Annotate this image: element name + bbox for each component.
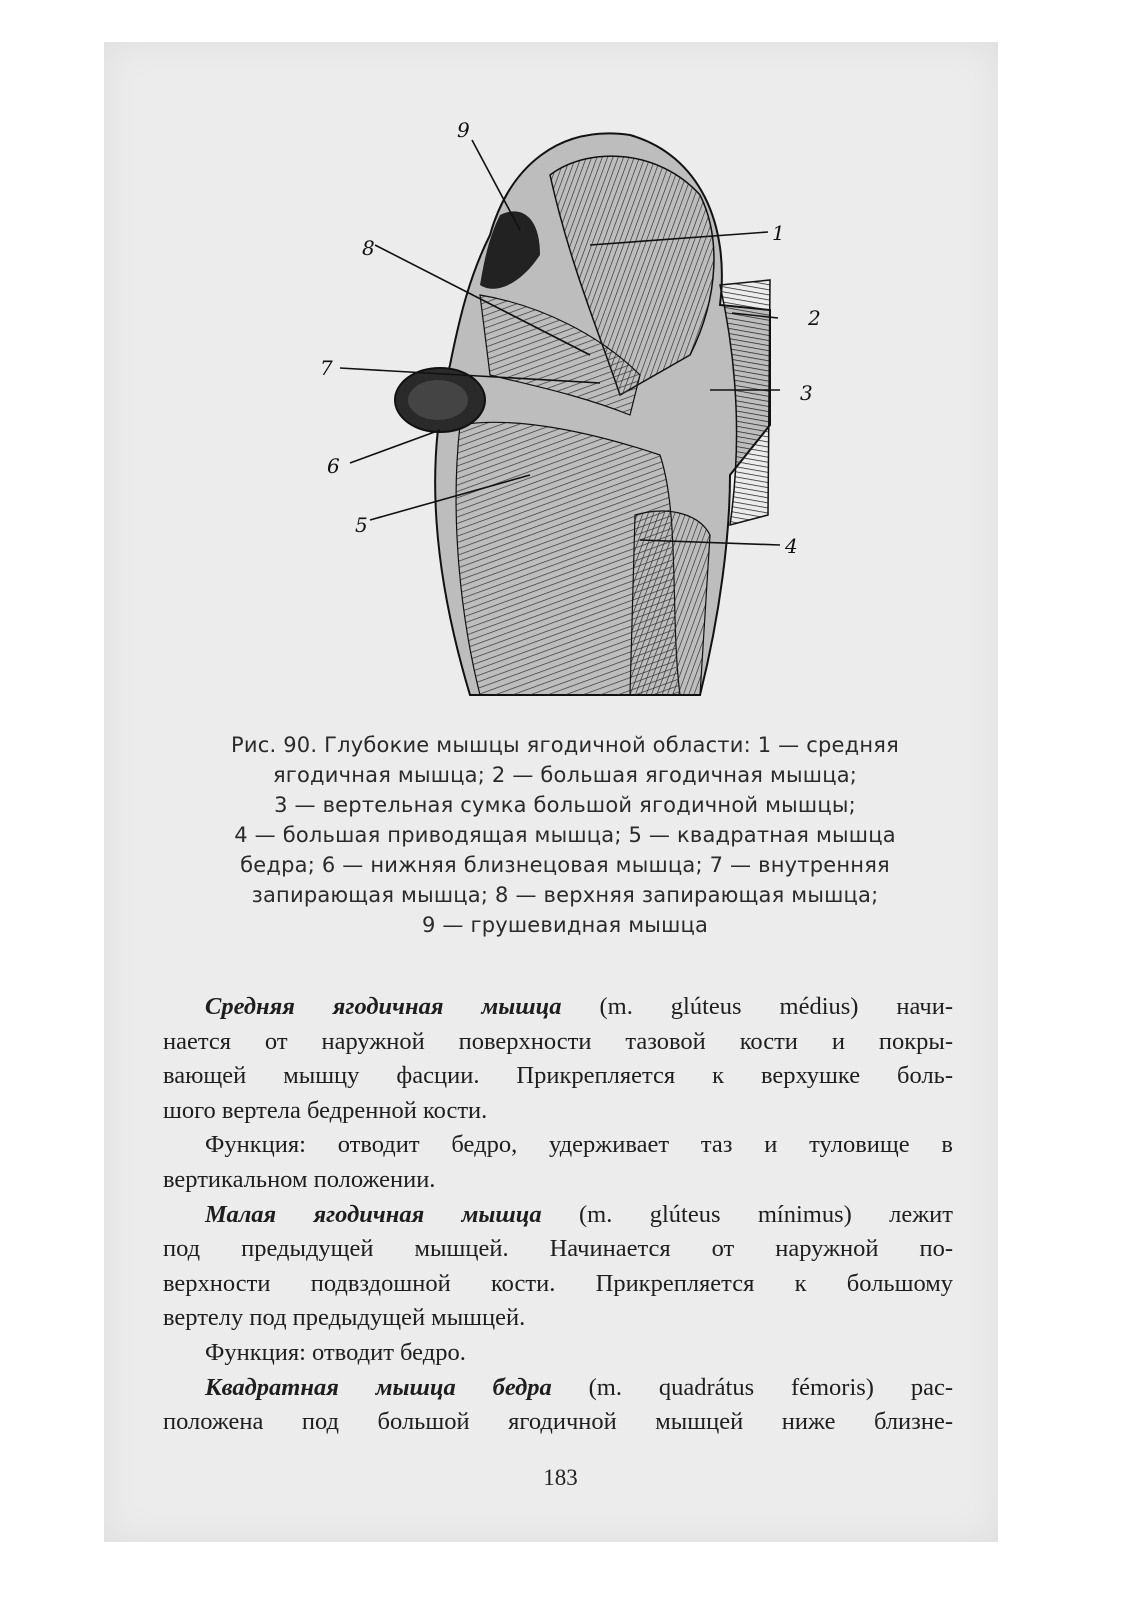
caption-line: Рис. 90. Глубокие мышцы ягодичной области: 1 — средняя bbox=[231, 733, 899, 757]
body-text bbox=[163, 990, 953, 1440]
paragraph-line bbox=[163, 990, 953, 1025]
caption-line: ягодичная мышца; 2 — большая ягодичная мышца; bbox=[272, 763, 858, 787]
paragraph-line: Функция: отводит бедро. bbox=[205, 1338, 466, 1366]
figure-label-2: 2 bbox=[808, 306, 821, 330]
paragraph-line: нается от наружной поверхности тазовой кости и покры- bbox=[163, 1027, 953, 1055]
figure-label-8: 8 bbox=[362, 236, 375, 260]
figure-label-9: 9 bbox=[457, 118, 470, 142]
caption-line: бедра; 6 — нижняя близнецовая мышца; 7 — внутренняя bbox=[240, 853, 890, 877]
caption-line: 4 — большая приводящая мышца; 5 — квадратная мышца bbox=[234, 823, 896, 847]
paragraph-line: Функция: отводит бедро, удерживает таз и туловище в bbox=[205, 1131, 953, 1159]
paragraph-line: вающей мышцу фасции. Прикрепляется к верхушке боль- bbox=[163, 1062, 953, 1090]
figure-label-1: 1 bbox=[772, 221, 785, 245]
term-quadratus-femoris: Квадратная мышца бедра bbox=[205, 1373, 552, 1401]
page-number: 183 bbox=[543, 1465, 578, 1490]
paragraph-line: положена под большой ягодичной мышцей ниже близне- bbox=[163, 1408, 953, 1436]
paragraph-text: (m. glúteus médius) начи- bbox=[561, 993, 953, 1020]
anatomy-illustration bbox=[300, 95, 860, 715]
paragraph-text: (m. quadrátus fémoris) рас- bbox=[551, 1373, 953, 1401]
term-gluteus-medius: Средняя ягодичная мышца bbox=[205, 993, 562, 1020]
term-gluteus-minimus: Малая ягодичная мышца bbox=[205, 1200, 542, 1228]
paragraph-line: вертикальном положении. bbox=[163, 1165, 436, 1193]
figure-label-6: 6 bbox=[327, 454, 340, 478]
caption-line: 9 — грушевидная мышца bbox=[421, 913, 709, 937]
paragraph-line bbox=[163, 1371, 953, 1406]
figure-label-3: 3 bbox=[800, 381, 813, 405]
paragraph-line: верхности подвздошной кости. Прикрепляется к большому bbox=[163, 1269, 953, 1297]
paragraph-line: под предыдущей мышцей. Начинается от наружной по- bbox=[163, 1235, 953, 1263]
caption-line: 3 — вертельная сумка большой ягодичной мышцы; bbox=[274, 793, 856, 817]
figure-caption bbox=[180, 730, 950, 940]
caption-line: запирающая мышца; 8 — верхняя запирающая мышца; bbox=[251, 883, 879, 907]
paragraph-line bbox=[163, 1198, 953, 1233]
figure-label-7: 7 bbox=[320, 356, 333, 380]
paragraph-line: вертелу под предыдущей мышцей. bbox=[163, 1304, 526, 1332]
paragraph-text: (m. glúteus mínimus) лежит bbox=[541, 1200, 953, 1228]
adductor-magnus bbox=[630, 511, 710, 695]
figure-label-5: 5 bbox=[355, 513, 368, 537]
figure-label-4: 4 bbox=[785, 534, 798, 558]
paragraph-line: шого вертела бедренной кости. bbox=[163, 1096, 488, 1124]
